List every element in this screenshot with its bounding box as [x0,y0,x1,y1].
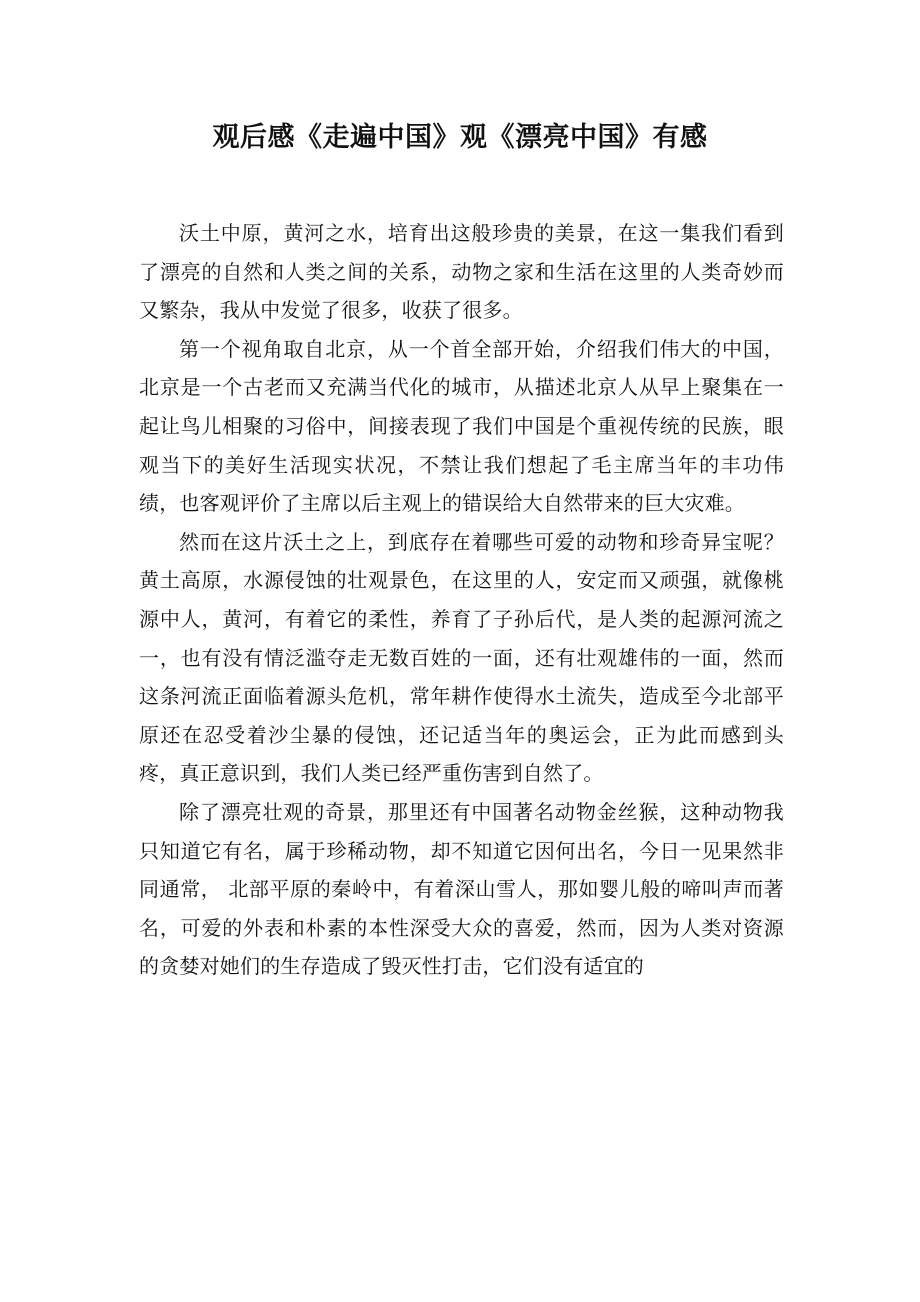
paragraph-3: 然而在这片沃土之上，到底存在着哪些可爱的动物和珍奇异宝呢？黄土高原，水源侵蚀的壮观景色，在这里的人，安定而又顽强，就像桃源中人，黄河，有着它的柔性，养育了子孙后代，是人类的起源河流之一，也有没有情泛滥夺走无数百姓的一面，还有壮观雄伟的一面，然而这条河流正面临着源头危机，常年耕作使得水土流失，造成至今北部平原还在忍受着沙尘暴的侵蚀，还记适当年的奥运会，正为此而感到头疼，真正意识到，我们人类已经严重伤害到自然了。 [139,529,784,786]
document-body [139,214,784,986]
paragraph-1: 沃土中原，黄河之水，培育出这般珍贵的美景，在这一集我们看到了漂亮的自然和人类之间的关系，动物之家和生活在这里的人类奇妙而又繁杂，我从中发觉了很多，收获了很多。 [139,221,784,323]
paragraph-2: 第一个视角取自北京，从一个首全部开始，介绍我们伟大的中国，北京是一个古老而又充满当代化的城市，从描述北京人从早上聚集在一起让鸟儿相聚的习俗中，间接表现了我们中国是个重视传统的民族，眼观当下的美好生活现实状况，不禁让我们想起了毛主席当年的丰功伟绩，也客观评价了主席以后主观上的错误给大自然带来的巨大灾难。 [139,336,784,516]
document-title: 观后感《走遍中国》观《漂亮中国》有感 [212,122,708,153]
paragraph-4: 除了漂亮壮观的奇景，那里还有中国著名动物金丝猴，这种动物我只知道它有名，属于珍稀动物，却不知道它因何出名，今日一见果然非同通常， 北部平原的秦岭中，有着深山雪人，那如婴儿般的啼叫声而著名，可爱的外表和朴素的本性深受大众的喜爱，然而，因为人类对资源的贪婪对她们的生存造成了毁灭性打击，它们没有适宜的 [139,799,784,979]
